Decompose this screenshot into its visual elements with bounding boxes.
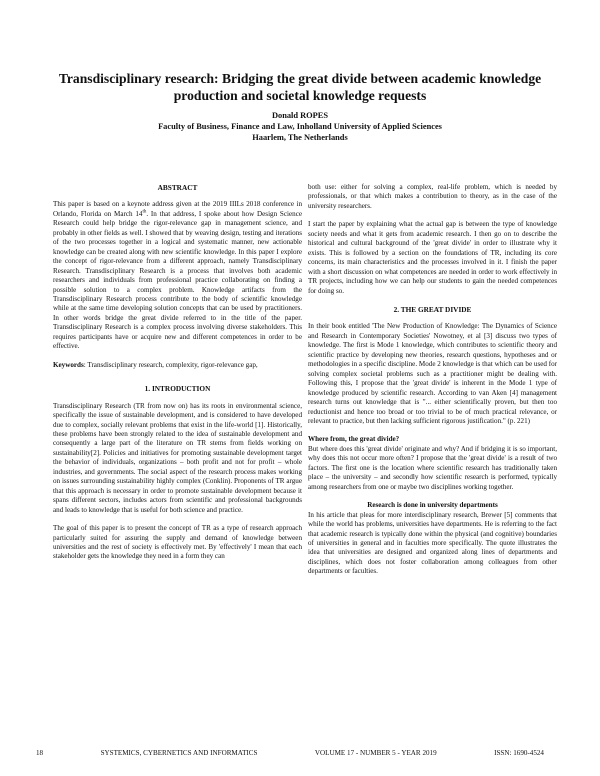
abstract-text (53, 200, 302, 351)
university-departments-subheading: Research is done in university departments (367, 501, 498, 510)
intro-paragraph-1: Transdisciplinary Research (TR from now on) has its roots in environmental science, specifically the issue of sustainable development, and is considered to have developed due to complex, socially relevant problems that exist in the life-world [1]. Historically, these problems have been strongly related to the idea of sustainable development and consequently a large part of the literature on TR stems from fields working on sustainability[2]. Policies and initiatives for promoting sustainable development target the behavior of individuals, organizations – both profit and not for profit – whole industries, and governments. The social aspect of the research process makes working on issues surrounding sustainability highly complex (Conklin). Proponents of TR argue that this approach is necessary in order to promote sustainable development because it spans different sectors, includes actors from scientific and professional backgrounds and leads to knowledge that is useful for both science and practice. (53, 401, 302, 514)
keywords-text: : Transdisciplinary research, complexity, rigor-relevance gap, (83, 360, 258, 369)
abstract-text-start: This paper is based on a keynote address given at the 2019 IIILs 2018 conference in Orlando, Florida on March 14 (53, 200, 302, 218)
keywords (53, 361, 302, 370)
abstract-heading: ABSTRACT (157, 183, 198, 192)
page-footer (36, 749, 544, 757)
paper-title: Transdisciplinary research: Bridging the great divide between academic knowledge production and societal knowledge requests (58, 71, 542, 103)
right-paragraph-2: I start the paper by explaining what the actual gap is between the type of knowledge society needs and what it gets from academic research. I then go on to describe the historical and cultural background of the 'great divide' in order to illustrate why it exists. This is followed by a section on the foundations of TR, including its core concerns, its main characteristics and the processes involved in it. I finish the paper with a short discussion on what competences are needed in order to work effectively in TR projects, including how we can help our students to gain the needed competences for doing so. (308, 220, 557, 295)
right-paragraph-1: both use: either for solving a complex, real-life problem, which is needed by professionals, or that which makes a contribution to theory, as in the case of the university researchers. (308, 183, 557, 210)
journal-volume: VOLUME 17 - NUMBER 5 - YEAR 2019 (314, 749, 437, 757)
abstract-superscript: th (142, 209, 147, 215)
author-name: Donald ROPES (271, 111, 329, 120)
journal-name: SYSTEMICS, CYBERNETICS AND INFORMATICS (100, 749, 258, 757)
where-from-subheading: Where from, the great divide? (308, 435, 400, 444)
where-from-paragraph: But where does this 'great divide' originate and why? And if bridging it is so important, why does this not occur more often? I propose that the 'great divide' is a result of two factors. The first one is the location where scientific research has traditionally taken place – the university – and secondly how scientific research is performed, typically among researchers from one or maybe two disciplines working together. (308, 444, 557, 491)
right-column (308, 183, 557, 586)
intro-heading: 1. INTRODUCTION (144, 384, 211, 394)
keywords-label: Keywords (53, 360, 84, 369)
great-divide-paragraph: In their book entitled 'The New Production of Knowledge: The Dynamics of Science and Research in Contemporary Societies' Nowotney, et al [3] discuss two types of knowledge. The first is Mode 1 knowledge, which contributes to scientific theory and scientific practice by developing new theories, research questions, hypotheses and or methodologies in a specific discipline. Mode 2 knowledge is that which can be used for solving complex societal problems such as a practitioner might be dealing with. Following this, I propose that the 'great divide' is inherent in the Mode 1 type of knowledge produced by scientific research. According to van Aken [4] management research turns out knowledge that is "... either scientifically proven, but then too reductionist and hence too broad or too trivial to be of much practical relevance, or relevant to practice, but then lacking sufficient rigorous justification." (p. 221) (308, 322, 557, 425)
intro-paragraph-2: The goal of this paper is to present the concept of TR as a type of research approach particularly suited for assuring the supply and demand of knowledge between universities and the rest of society is effectively met. By 'effectively' I mean that each stakeholder gets the knowledge they need in a form they can (53, 524, 302, 561)
left-column (53, 183, 302, 571)
author-block (60, 110, 540, 143)
journal-issn: ISSN: 1690-4524 (494, 749, 544, 757)
page-number: 18 (36, 749, 44, 757)
great-divide-heading: 2. THE GREAT DIVIDE (393, 304, 472, 314)
university-departments-paragraph: In his article that pleas for more interdisciplinary research, Brewer [5] comments that while the world has problems, universities have departments. He is referring to the fact that academic research is typically done within the physical (and cognitive) boundaries of universities in general and in faculties more specifically. The quote illustrates the idea that universities are designed and organized along lines of departments and disciplines, which does not foster collaboration among colleagues from other departments or faculties. (308, 510, 557, 576)
abstract-text-end: . In that address, I spoke about how Design Science Research could help bridge the rigor-relevance gap in management science, and probably in other fields as well. I showed that by weaving design, testing and iterations of the two processes together in a logical and systematic manner, new actionable knowledge can be created along with new scientific knowledge. In this paper I explore the concept of rigor-relevance from a different approach, namely Transdisciplinary Research. Transdisciplinary Research is a process that involves both academic researchers and individuals from professional practice collaborating on finding a possible solution to a complex problem. Knowledge artifacts from the Transdisciplinary Research process contribute to the body of scientific knowledge while at the same time developing solution concepts that can be used by practitioners. In other words bridge the great divide referred to in the title of the paper. Transdisciplinary Research is a complex process involving diverse stakeholders. This requires participants have or acquire new and different competences in order to be effective. (53, 209, 302, 351)
author-location: Haarlem, The Netherlands (252, 133, 348, 142)
author-affiliation: Faculty of Business, Finance and Law, Inholland University of Applied Sciences (158, 122, 442, 131)
